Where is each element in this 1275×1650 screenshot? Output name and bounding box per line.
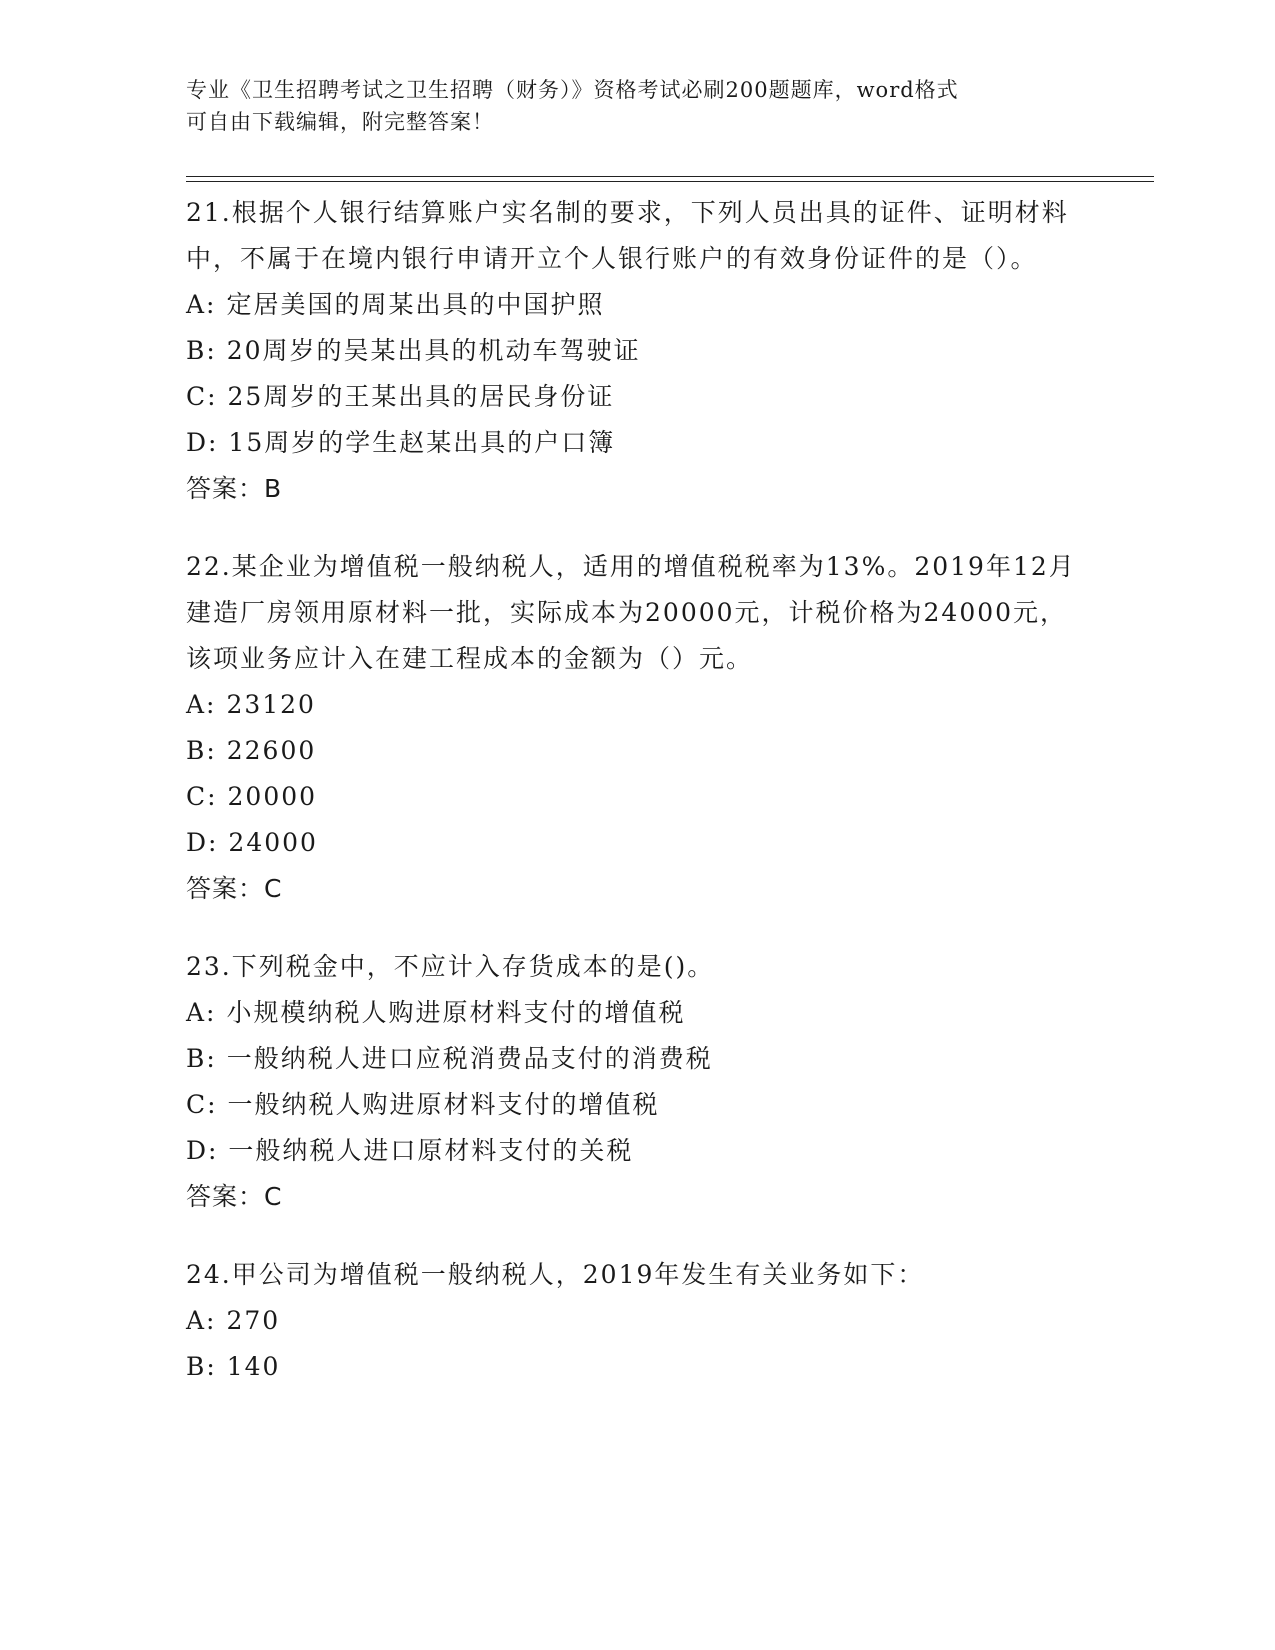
header-divider-bottom [186, 181, 1154, 182]
option-label: B: [186, 1352, 217, 1381]
option-d [186, 1128, 1086, 1174]
question-24 [186, 1252, 1086, 1390]
option-text: 一般纳税人购进原材料支付的增值税 [227, 1090, 660, 1119]
option-text: 一般纳税人进口应税消费品支付的消费税 [226, 1044, 713, 1073]
option-text: 140 [226, 1352, 281, 1381]
answer-line: 答案：B [186, 474, 283, 503]
option-c [186, 1082, 1086, 1128]
option-label: D: [186, 828, 219, 857]
option-text: 20000 [227, 782, 318, 811]
option-label: A: [186, 998, 217, 1027]
option-text: 20周岁的吴某出具的机动车驾驶证 [226, 336, 641, 365]
document-header [186, 74, 1086, 138]
header-line-1: 专业《卫生招聘考试之卫生招聘（财务）》资格考试必刷200题题库，word格式 [186, 78, 959, 102]
option-label: C: [186, 1090, 218, 1119]
header-divider-top [186, 176, 1154, 177]
question-23 [186, 944, 1086, 1220]
question-21 [186, 190, 1086, 512]
question-stem: 21.根据个人银行结算账户实名制的要求，下列人员出具的证件、证明材料中，不属于在境内银行申请开立个人银行账户的有效身份证件的是（）。 [186, 198, 1069, 273]
option-text: 270 [226, 1306, 281, 1335]
option-text: 24000 [228, 828, 318, 857]
question-stem: 22.某企业为增值税一般纳税人，适用的增值税税率为13%。2019年12月建造厂房领用原材料一批，实际成本为20000元，计税价格为24000元，该项业务应计入在建工程成本的金额为（）元。 [186, 552, 1076, 673]
option-a [186, 282, 1086, 328]
header-line-2: 可自由下载编辑，附完整答案！ [186, 110, 494, 134]
option-label: D: [186, 1136, 219, 1165]
option-text: 25周岁的王某出具的居民身份证 [227, 382, 615, 411]
option-label: B: [186, 336, 217, 365]
option-text: 小规模纳税人购进原材料支付的增值税 [226, 998, 686, 1027]
option-label: B: [186, 736, 217, 765]
question-stem: 23.下列税金中，不应计入存货成本的是()。 [186, 952, 715, 981]
option-a [186, 990, 1086, 1036]
question-22 [186, 544, 1086, 912]
option-c [186, 374, 1086, 420]
option-b [186, 1344, 1086, 1390]
option-b [186, 728, 1086, 774]
question-list [186, 190, 1086, 1422]
option-label: A: [186, 1306, 217, 1335]
option-b [186, 1036, 1086, 1082]
option-text: 15周岁的学生赵某出具的户口簿 [228, 428, 616, 457]
answer-line: 答案：C [186, 1182, 283, 1211]
option-a [186, 682, 1086, 728]
option-c [186, 774, 1086, 820]
option-label: C: [186, 382, 218, 411]
option-label: D: [186, 428, 219, 457]
option-b [186, 328, 1086, 374]
option-text: 定居美国的周某出具的中国护照 [226, 290, 605, 319]
option-text: 23120 [226, 690, 316, 719]
option-d [186, 820, 1086, 866]
option-label: A: [186, 690, 217, 719]
option-label: B: [186, 1044, 217, 1073]
option-a [186, 1298, 1086, 1344]
option-text: 一般纳税人进口原材料支付的关税 [228, 1136, 634, 1165]
option-d [186, 420, 1086, 466]
question-stem: 24.甲公司为增值税一般纳税人，2019年发生有关业务如下： [186, 1260, 925, 1289]
option-text: 22600 [226, 736, 317, 765]
option-label: A: [186, 290, 217, 319]
option-label: C: [186, 782, 218, 811]
answer-line: 答案：C [186, 874, 283, 903]
